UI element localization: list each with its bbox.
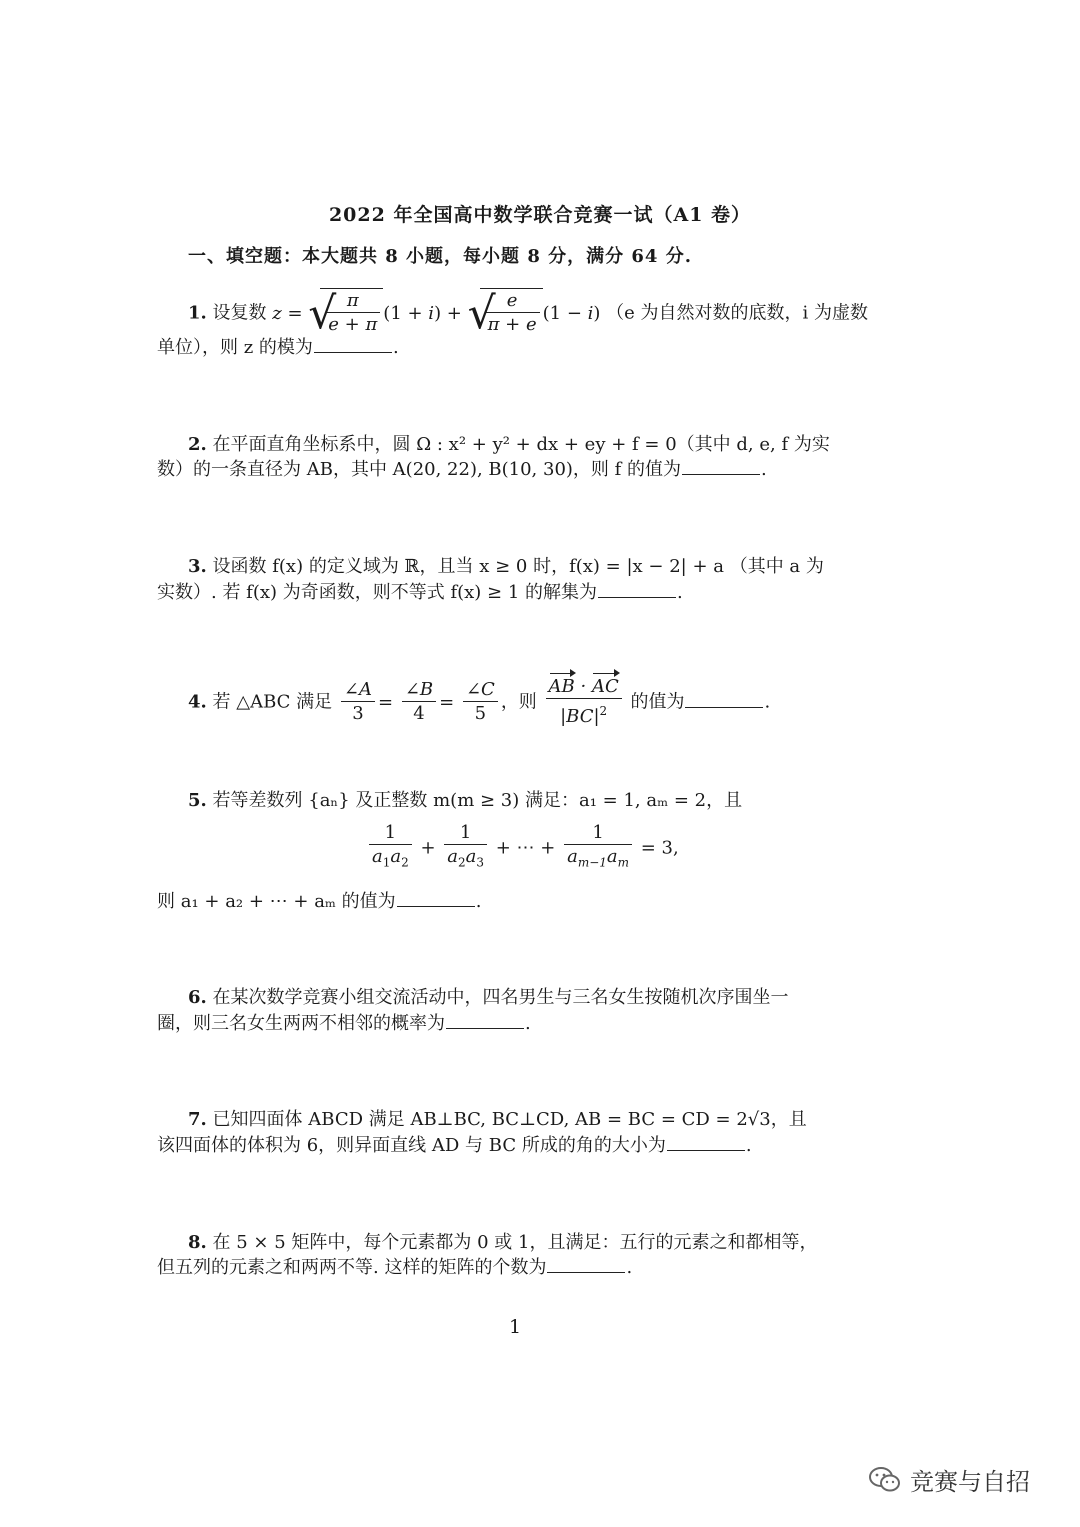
question-5-number: 5.	[188, 790, 207, 811]
q5-display-equation: $\frac{1}{a_1a_2}$ + $\frac{1}{a_2a_3}$ + ⋯ + $\frac{1}{a_{m-1}a_m}$ = 3,	[366, 822, 679, 875]
period: .	[392, 337, 399, 358]
question-2-number: 2.	[188, 434, 207, 455]
question-4-number: 4.	[188, 691, 207, 713]
q1-formula: z = √ $\frac{\pi}{e + \pi}$ (1 + i) + √ $\frac{e}{\pi + e}$ (1 − i)	[272, 288, 601, 339]
answer-blank	[314, 334, 392, 353]
watermark-text: 竞赛与自招	[910, 1468, 1030, 1496]
question-4-text-a: 若 △ABC 满足	[212, 691, 333, 713]
question-4-text-c: 的值为	[630, 691, 685, 713]
period: .	[525, 1013, 531, 1034]
question-3-text-b: 实数）. 若 f(x) 为奇函数，则不等式 f(x) ≥ 1 的解集为	[157, 582, 598, 603]
question-5-line-3	[157, 888, 481, 915]
question-1-text-a: 设复数	[212, 302, 267, 324]
section-heading: 一、填空题：本大题共 8 小题，每小题 8 分，满分 64 分.	[188, 246, 692, 267]
question-3-line-1	[188, 554, 824, 580]
question-7-number: 7.	[188, 1109, 207, 1130]
period: .	[475, 891, 482, 912]
question-8-text-b: 但五列的元素之和两两不等. 这样的矩阵的个数为	[157, 1257, 547, 1278]
answer-blank	[685, 689, 763, 708]
question-2-line-2	[157, 456, 767, 483]
question-7-line-2	[157, 1132, 752, 1159]
question-1-number: 1.	[188, 302, 207, 324]
question-6-text-b: 圈，则三名女生两两不相邻的概率为	[157, 1013, 445, 1034]
answer-blank	[397, 888, 475, 907]
question-3-number: 3.	[188, 556, 207, 577]
question-5-text-b: 则 a₁ + a₂ + ⋯ + aₘ 的值为	[157, 891, 396, 912]
answer-blank	[598, 579, 676, 598]
question-8-number: 8.	[188, 1232, 207, 1253]
question-6-number: 6.	[188, 987, 207, 1008]
page-title: 2022 年全国高中数学联合竞赛一试（A1 卷）	[328, 204, 752, 226]
question-8-line-2	[157, 1254, 632, 1281]
question-2-text-a: 在平面直角坐标系中，圆 Ω : x² + y² + dx + ey + f = 0（其中 d, e, f 为实	[212, 434, 830, 455]
period: .	[761, 459, 767, 480]
period: .	[677, 582, 683, 603]
question-2-text-b: 数）的一条直径为 AB，其中 A(20, 22), B(10, 30)，则 f 的值为	[157, 459, 682, 480]
page-number: 1	[508, 1316, 522, 1338]
question-6-text-a: 在某次数学竞赛小组交流活动中，四名男生与三名女生按随机次序围坐一	[212, 987, 789, 1008]
question-8-text-a: 在 5 × 5 矩阵中，每个元素都为 0 或 1，且满足：五行的元素之和都相等，	[212, 1232, 818, 1253]
question-4-line-1	[188, 676, 770, 729]
question-1-line-2	[157, 334, 399, 361]
question-1-line-1	[188, 290, 868, 337]
period: .	[745, 1135, 752, 1156]
question-8-line-1	[188, 1230, 817, 1256]
answer-blank	[667, 1132, 745, 1151]
wechat-icon	[868, 1465, 902, 1495]
question-2-line-1	[188, 432, 830, 458]
question-5-line-1	[188, 788, 742, 814]
period: .	[626, 1257, 633, 1278]
question-6-line-2	[157, 1010, 531, 1037]
q4-ratio-formula: $\frac{\angle A}{3}$ = $\frac{\angle B}{4}$ = $\frac{\angle C}{5}$	[338, 692, 501, 713]
period: .	[764, 691, 771, 713]
answer-blank	[446, 1010, 524, 1029]
answer-blank	[547, 1254, 625, 1273]
watermark	[868, 1462, 1030, 1497]
answer-blank	[682, 456, 760, 475]
question-3-line-2	[157, 579, 683, 606]
question-1-text-b: （e 为自然对数的底数，i 为虚数	[606, 302, 869, 324]
question-7-text-b: 该四面体的体积为 6，则异面直线 AD 与 BC 所成的角的大小为	[157, 1135, 666, 1156]
question-7-text-a: 已知四面体 ABCD 满足 AB⊥BC, BC⊥CD, AB = BC = CD = 2√3，且	[212, 1109, 807, 1130]
question-7-line-1	[188, 1107, 807, 1133]
q4-vector-formula: $\frac{AB \cdot AC}{|BC|^2}$	[543, 692, 631, 713]
question-1-text-c: 单位），则 z 的模为	[157, 337, 313, 358]
question-3-text-a: 设函数 f(x) 的定义域为 ℝ，且当 x ≥ 0 时，f(x) = |x − 2| + a （其中 a 为	[212, 556, 824, 577]
question-5-text-a: 若等差数列 {aₙ} 及正整数 m(m ≥ 3) 满足：a₁ = 1, aₘ = 2，且	[212, 790, 743, 811]
question-4-text-b: ，则	[500, 691, 537, 713]
question-6-line-1	[188, 985, 789, 1011]
